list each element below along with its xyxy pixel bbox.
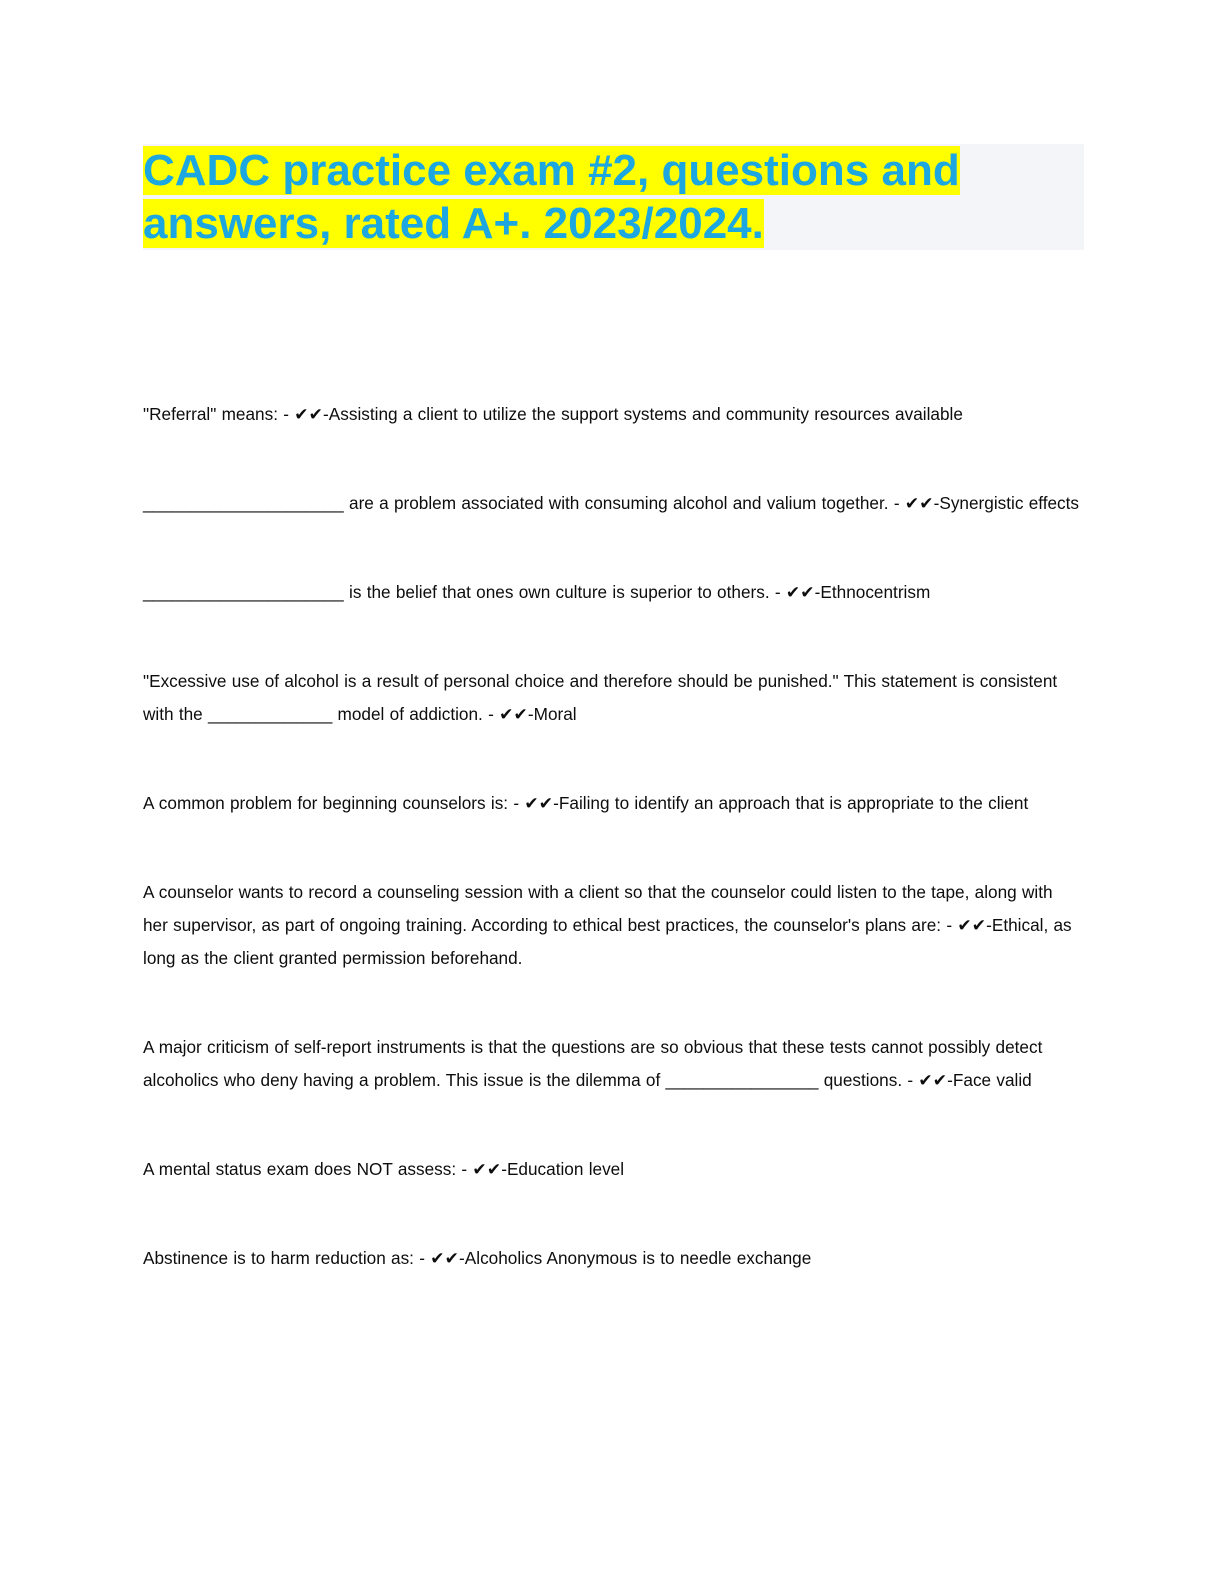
question-text: A counselor wants to record a counseling session with a client so that the counselor could listen to the tape, along with her supervisor, as part of ongoing training. According to ethical best practices, the counselor's plans are: (143, 882, 1053, 935)
qa-item-5 (143, 787, 1079, 820)
answer-marker: - ✔✔- (902, 1070, 953, 1090)
question-text: _____________________ are a problem associated with consuming alcohol and valium together. (143, 493, 889, 513)
answer-text: Ethical, as long as the client granted permission beforehand. (143, 915, 1072, 968)
question-text: A common problem for beginning counselors is: (143, 793, 509, 813)
qa-item-2 (143, 487, 1079, 520)
answer-marker: - ✔✔- (456, 1159, 507, 1179)
qa-item-1 (143, 398, 1079, 431)
answer-text: Synergistic effects (939, 493, 1080, 513)
answer-marker: - ✔✔- (277, 404, 329, 424)
answer-marker: - ✔✔- (413, 1248, 465, 1268)
question-text: A mental status exam does NOT assess: (143, 1159, 457, 1179)
answer-text: Education level (506, 1159, 625, 1179)
qa-item-4 (143, 665, 1079, 731)
answer-text: Face valid (952, 1070, 1032, 1090)
answer-text: Ethnocentrism (820, 582, 931, 602)
question-text: A major criticism of self-report instruments is that the questions are so obvious that these tests cannot possibly detect alcoholics who deny having a problem. This issue is the dilemma of ________________ questions. (143, 1037, 1043, 1090)
answer-text: Assisting a client to utilize the support systems and community resources available (328, 404, 963, 424)
qa-list (143, 398, 1079, 1275)
qa-item-6 (143, 876, 1079, 975)
question-text: "Referral" means: (143, 404, 278, 424)
question-text: "Excessive use of alcohol is a result of personal choice and therefore should be punished." This statement is consistent with the _____________ model of addiction. (143, 671, 1058, 724)
answer-marker: - ✔✔- (888, 493, 940, 513)
qa-item-7 (143, 1031, 1079, 1097)
answer-marker: - ✔✔- (941, 915, 992, 935)
qa-item-9 (143, 1242, 1079, 1275)
answer-text: Moral (533, 704, 577, 724)
answer-marker: - ✔✔- (769, 582, 821, 602)
document-content (143, 0, 1079, 1275)
answer-marker: - ✔✔- (482, 704, 534, 724)
page-title (143, 144, 1084, 250)
page-title-highlight: CADC practice exam #2, questions and answers, rated A+. 2023/2024. (143, 146, 960, 248)
question-text: _____________________ is the belief that ones own culture is superior to others. (143, 582, 770, 602)
answer-text: Failing to identify an approach that is appropriate to the client (558, 793, 1029, 813)
question-text: Abstinence is to harm reduction as: (143, 1248, 414, 1268)
answer-text: Alcoholics Anonymous is to needle exchange (464, 1248, 812, 1268)
qa-item-8 (143, 1153, 1079, 1186)
qa-item-3 (143, 576, 1079, 609)
answer-marker: - ✔✔- (508, 793, 559, 813)
